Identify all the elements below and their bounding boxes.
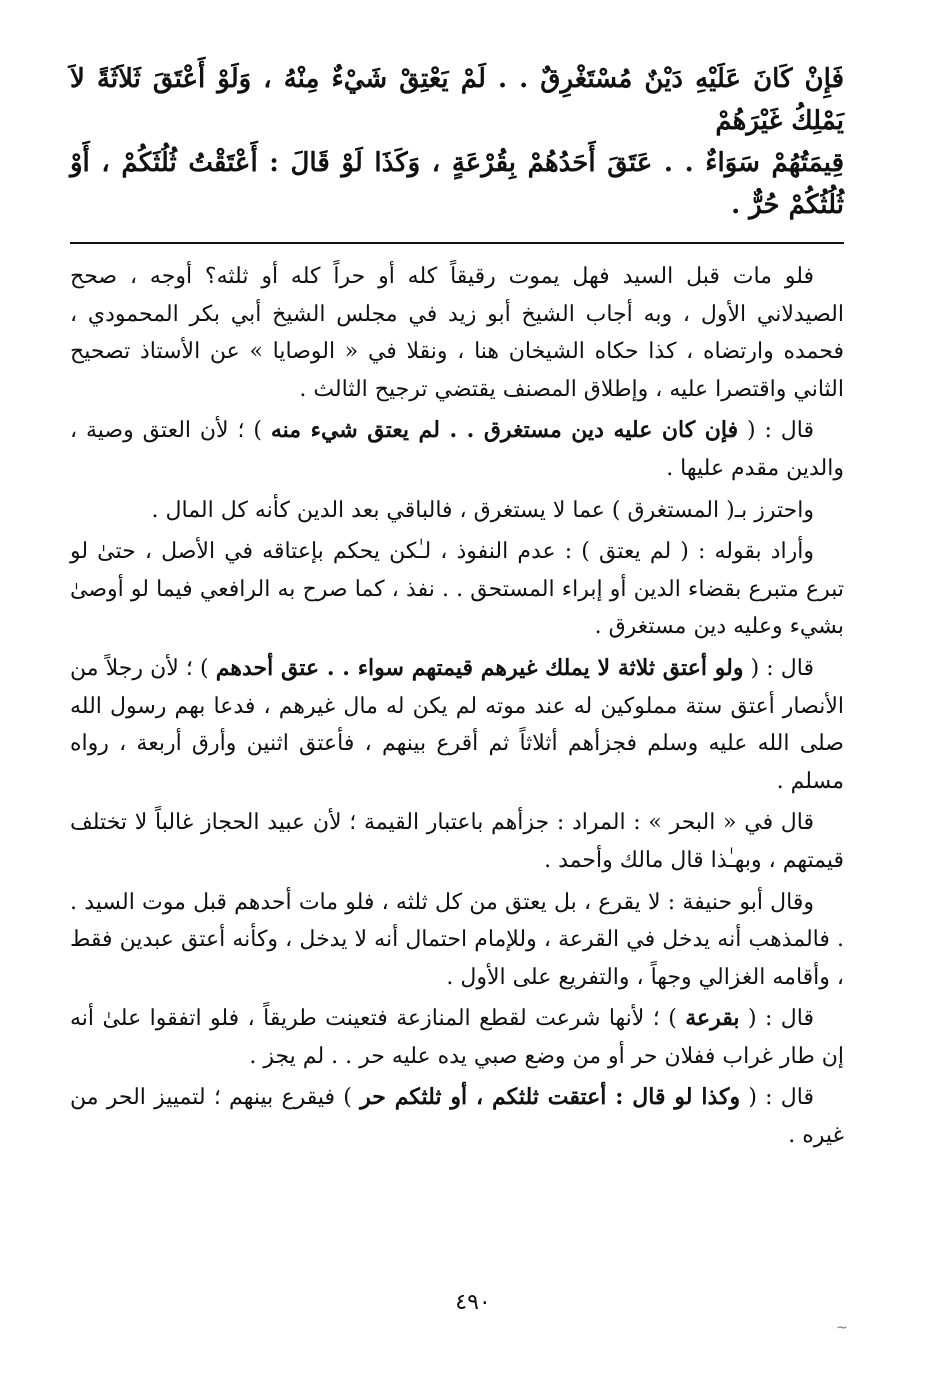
commentary-text: ) ؛ لأن العتق وصية ، والدين مقدم عليها . (70, 418, 844, 481)
commentary-text: قال : ( (740, 1085, 814, 1111)
commentary-text: ) ؛ لأنها شرعت لقطع المنازعة فتعينت طريقاً ، فلو اتفقوا علىٰ أنه إن طار غراب ففلان حر أو من وضع صبي يده عليه حر . . لم يجز . (70, 1006, 844, 1069)
commentary-paragraph (70, 884, 844, 997)
page-number: ٤٩٠ (455, 1290, 491, 1315)
commentary-paragraph (70, 258, 844, 408)
matn-quote: فإن كان عليه دين مستغرق . . لم يعتق شيء منه (270, 417, 739, 444)
commentary-text: قال : ( (739, 1006, 814, 1032)
page-body (70, 58, 844, 1159)
matn-line-2: قِيمَتُهُمْ سَوَاءٌ . . عَتَقَ أَحَدُهُمْ بِقُرْعَةٍ ، وَكَذَا لَوْ قَالَ : أَعْتَقْتُ ثُلُثَكُمْ ، أَوْ ثُلُثُكُمْ حُرٌّ . (70, 148, 844, 220)
commentary-text: وقال أبو حنيفة : لا يقرع ، بل يعتق من كل ثلثه ، فلو مات أحدهم قبل موت السيد . . فالمذهب أنه يدخل في القرعة ، وللإمام احتمال أنه لا يدخل ، وكأنه أعتق عبدين فقط ، وأقامه الغزالي وجهاً ، والتفريع على الأول . (70, 889, 844, 990)
commentary-paragraph (70, 412, 844, 487)
separator-rule (70, 242, 844, 244)
commentary-text: قال في « البحر » : المراد : جزأهم باعتبار القيمة ؛ لأن عبيد الحجاز غالباً لا تختلف قيمتهم ، وبهـٰذا قال مالك وأحمد . (70, 810, 844, 873)
matn-line-1: فَإِنْ كَانَ عَلَيْهِ دَيْنٌ مُسْتَغْرِقٌ . . لَمْ يَعْتِقْ شَيْءٌ مِنْهُ ، وَلَوْ أَعْتَقَ ثَلاَثَةً لاَ يَمْلِكُ غَيْرَهُمْ (70, 64, 844, 136)
scan-mark: ~ (836, 1320, 848, 1336)
matn-quote: وكذا لو قال : أعتقت ثلثكم ، أو ثلثكم حر (360, 1084, 741, 1111)
matn-quote: بقرعة (685, 1005, 740, 1032)
commentary-block (70, 258, 844, 1155)
commentary-paragraph (70, 492, 844, 530)
commentary-text: قال : ( (738, 418, 815, 444)
commentary-paragraph (70, 533, 844, 646)
matn-block (70, 58, 844, 226)
commentary-paragraph (70, 1079, 844, 1154)
commentary-paragraph (70, 1000, 844, 1075)
commentary-text: وأراد بقوله : ( لم يعتق ) : عدم النفوذ ، لـٰكن يحكم بإعتاقه في الأصل ، حتىٰ لو تبرع متبرع بقضاء الدين أو إبراء المستحق . . نفذ ، كما صرح به الرافعي فيما لو أوصىٰ بشيء وعليه دين مستغرق . (70, 539, 844, 640)
matn-quote: ولو أعتق ثلاثة لا يملك غيرهم قيمتهم سواء . . عتق أحدهم (215, 654, 744, 681)
commentary-text: ) ؛ لأن رجلاً من الأنصار أعتق ستة مملوكين له عند موته لم يكن له مال غيرهم ، فدعا بهم رسول الله صلى الله عليه وسلم فجزأهم أثلاثاً ثم أقرع بينهم ، فأعتق اثنين وأرق أربعة ، رواه مسلم . (70, 655, 844, 794)
commentary-paragraph (70, 650, 844, 800)
commentary-text: واحترز بـ( المستغرق ) عما لا يستغرق ، فالباقي بعد الدين كأنه كل المال . (151, 497, 814, 523)
commentary-text: فلو مات قبل السيد فهل يموت رقيقاً كله أو حراً كله أو ثلثه؟ أوجه ، صحح الصيدلاني الأول ، وبه أجاب الشيخ أبو زيد في مجلس الشيخ أبي بكر المحمودي ، فحمده وارتضاه ، كذا حكاه الشيخان هنا ، ونقلا في « الوصايا » عن الأستاذ تصحيح الثاني واقتصرا عليه ، وإطلاق المصنف يقتضي ترجيح الثالث . (70, 264, 844, 402)
commentary-paragraph (70, 804, 844, 879)
commentary-text: قال : ( (743, 655, 814, 681)
commentary-text: ) فيقرع بينهم ؛ لتمييز الحر من غيره . (70, 1085, 844, 1149)
